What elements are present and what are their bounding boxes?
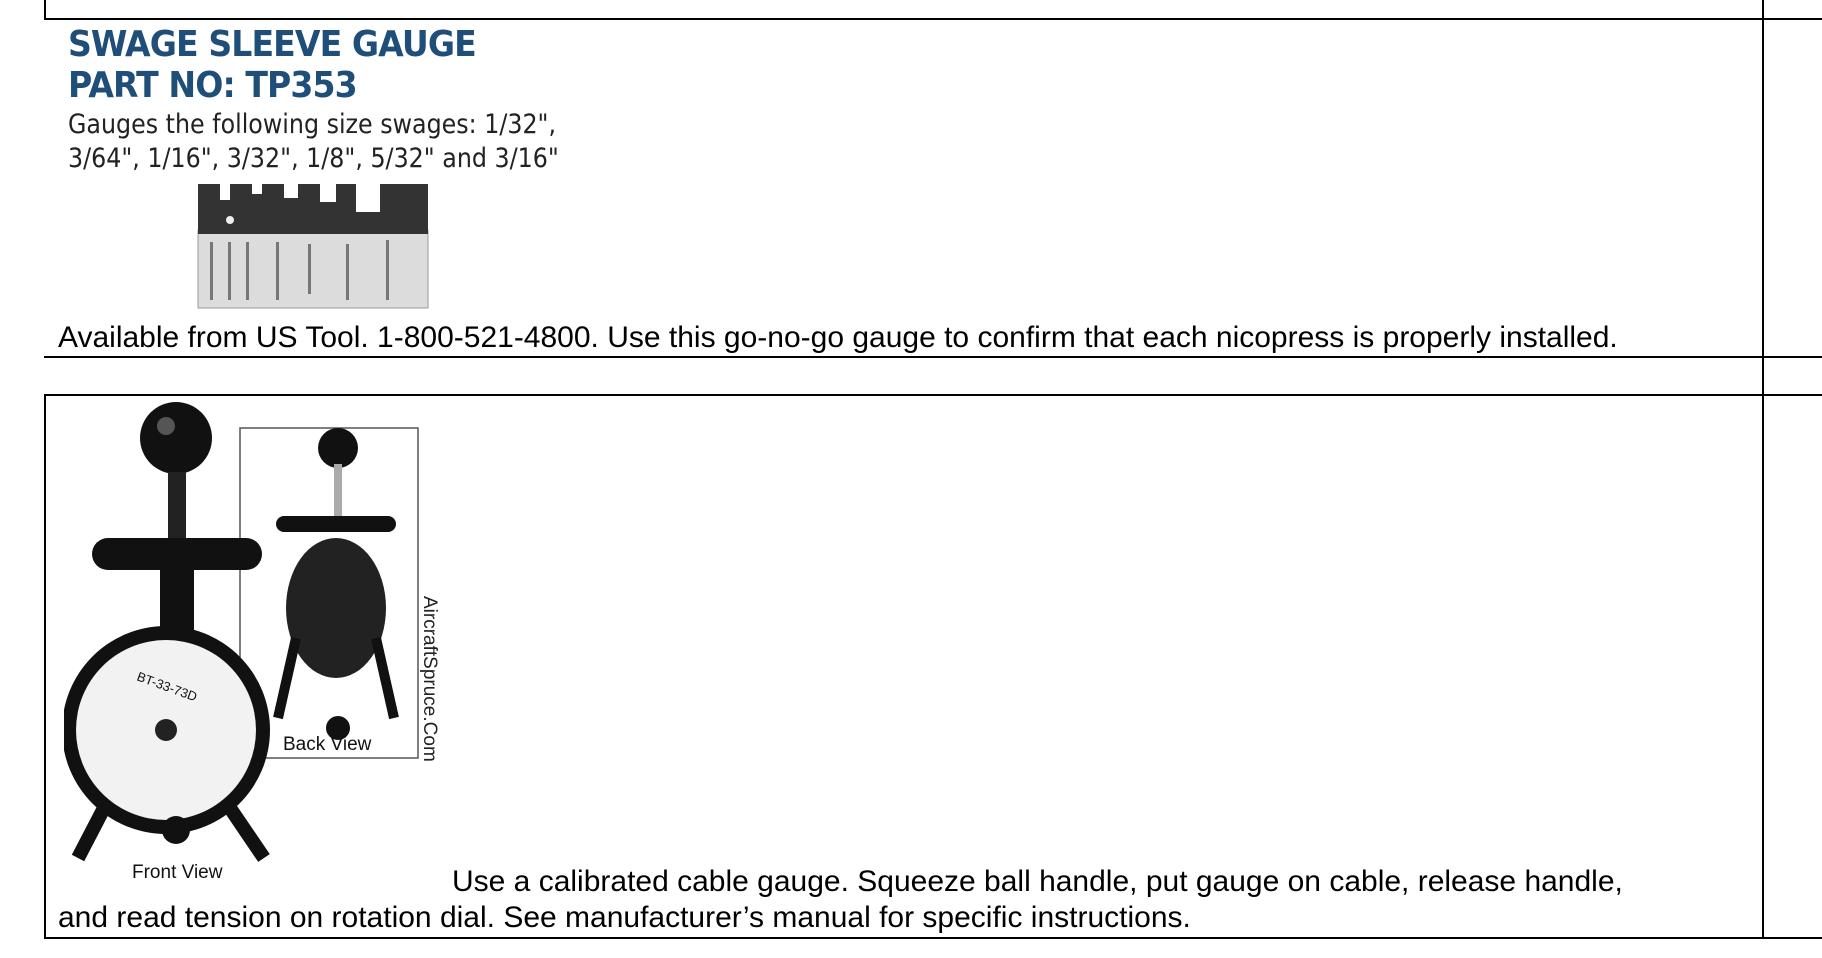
front-view-label: Front View bbox=[132, 862, 223, 883]
section2-note-line2: and read tension on rotation dial. See manufacturer’s manual for specific instructions. bbox=[58, 901, 1191, 934]
section1-desc-line1: Gauges the following size swages: 1/32", bbox=[68, 109, 557, 140]
table-rule-row1-bottom bbox=[44, 356, 1822, 358]
swage-gauge-image bbox=[196, 182, 432, 312]
table-rule-right-col bbox=[1762, 0, 1764, 939]
back-view-label: Back View bbox=[283, 734, 372, 755]
section1-part-number: PART NO: TP353 bbox=[68, 65, 357, 106]
section1-desc-line2: 3/64", 1/16", 3/32", 1/8", 5/32" and 3/16" bbox=[68, 143, 559, 174]
image-credit: AircraftSpruce.Com bbox=[419, 596, 440, 762]
table-rule-row3-bottom bbox=[44, 937, 1822, 939]
cable-tension-gauge-image bbox=[64, 398, 444, 868]
section1-title: SWAGE SLEEVE GAUGE bbox=[68, 24, 476, 65]
table-rule-row2-bottom bbox=[44, 394, 1822, 396]
table-rule-top-left-stub bbox=[44, 0, 46, 18]
table-rule-top bbox=[44, 18, 1822, 20]
dial-model-text: BT-33-73D bbox=[134, 668, 200, 705]
section2-note-line1: Use a calibrated cable gauge. Squeeze ball handle, put gauge on cable, release handle, bbox=[452, 865, 1623, 898]
section1-note: Available from US Tool. 1-800-521-4800. Use this go-no-go gauge to confirm that each nicopress is properly installed. bbox=[58, 321, 1618, 354]
table-rule-left-col bbox=[44, 394, 46, 939]
